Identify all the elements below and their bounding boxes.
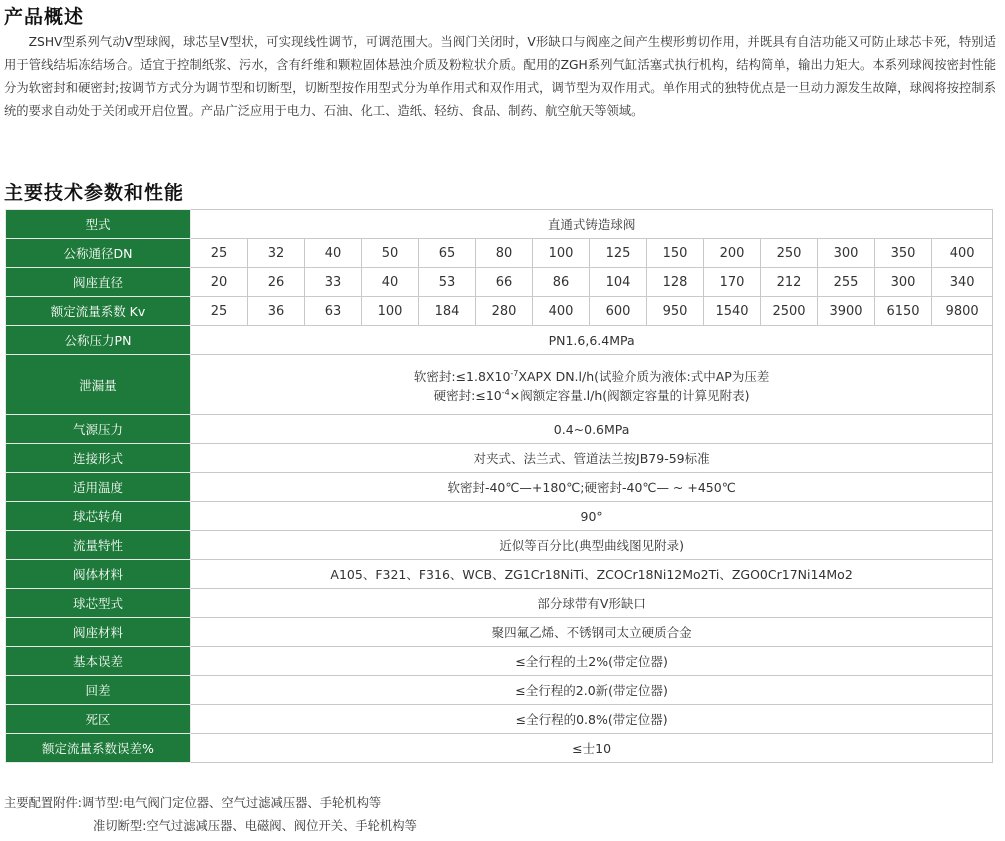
row-value: 90° <box>191 502 993 531</box>
table-cell: 100 <box>533 239 590 268</box>
table-cell: 6150 <box>875 297 932 326</box>
table-cell: 53 <box>419 268 476 297</box>
table-row <box>6 531 993 560</box>
row-kv <box>6 297 993 326</box>
table-cell: 2500 <box>761 297 818 326</box>
table-cell: 40 <box>305 239 362 268</box>
table-cell: 65 <box>419 239 476 268</box>
table-cell: 250 <box>761 239 818 268</box>
row-value: 对夹式、法兰式、管道法兰按JB79-59标准 <box>191 444 993 473</box>
table-cell: 184 <box>419 297 476 326</box>
row-value: 0.4~0.6MPa <box>191 415 993 444</box>
table-cell: 25 <box>191 297 248 326</box>
table-cell: 25 <box>191 239 248 268</box>
table-row <box>6 502 993 531</box>
table-cell: 32 <box>248 239 305 268</box>
table-cell: 300 <box>875 268 932 297</box>
table-cell: 212 <box>761 268 818 297</box>
row-label: 连接形式 <box>6 444 191 473</box>
row-label: 适用温度 <box>6 473 191 502</box>
overview-paragraph: ZSHV型系列气动V型球阀，球芯呈V型状，可实现线性调节，可调范围大。当阀门关闭时，V形缺口与阀座之间产生楔形剪切作用，并既具有自洁功能又可防止球芯卡死，特别适用于管线结垢冻结场合。适宜于控制纸浆、污水，含有纤维和颗粒固体悬浊介质及粉粒状介质。配用的ZGH系列气缸活塞式执行机构，结构简单，输出力矩大。本系列球阀按密封性能分为软密封和硬密封;按调节方式分为调节型和切断型，切断型按作用型式分为单作用式和双作用式，调节型为双作用式。单作用式的独特优点是一旦动力源发生故障，球阀将按控制系统的要求自动处于关闭或开启位置。产品广泛应用于电力、石油、化工、造纸、轻纺、食品、制药、航空航天等领域。 <box>4 35 996 118</box>
table-row <box>6 705 993 734</box>
row-label: 回差 <box>6 676 191 705</box>
row-seat-diameter <box>6 268 993 297</box>
row-value: 聚四氟乙烯、不锈钢司太立硬质合金 <box>191 618 993 647</box>
table-cell: 600 <box>590 297 647 326</box>
row-pn <box>6 326 993 355</box>
table-row <box>6 647 993 676</box>
table-row <box>6 618 993 647</box>
table-cell: 950 <box>647 297 704 326</box>
row-value: ≤全行程的土2%(带定位器) <box>191 647 993 676</box>
row-leakage <box>6 355 993 415</box>
table-cell: 100 <box>362 297 419 326</box>
table-cell: 400 <box>533 297 590 326</box>
table-cell: 340 <box>932 268 993 297</box>
row-label: 气源压力 <box>6 415 191 444</box>
table-cell: 350 <box>875 239 932 268</box>
table-row <box>6 444 993 473</box>
row-label: 球芯型式 <box>6 589 191 618</box>
table-cell: 300 <box>818 239 875 268</box>
table-cell: 400 <box>932 239 993 268</box>
row-value <box>191 355 993 415</box>
row-label: 公称通径DN <box>6 239 191 268</box>
table-cell: 9800 <box>932 297 993 326</box>
row-value: 部分球带有V形缺口 <box>191 589 993 618</box>
table-row <box>6 589 993 618</box>
row-value: 软密封-40℃—+180℃;硬密封-40℃— ~ +450℃ <box>191 473 993 502</box>
row-label: 基本误差 <box>6 647 191 676</box>
table-cell: 125 <box>590 239 647 268</box>
table-cell: 104 <box>590 268 647 297</box>
table-cell: 50 <box>362 239 419 268</box>
table-row <box>6 560 993 589</box>
table-cell: 36 <box>248 297 305 326</box>
table-cell: 63 <box>305 297 362 326</box>
row-value: A105、F321、F316、WCB、ZG1Cr18NiTi、ZCOCr18Ni12Mo2Ti、ZGO0Cr17Ni14Mo2 <box>191 560 993 589</box>
table-cell: 40 <box>362 268 419 297</box>
row-label: 额定流量系数 Kv <box>6 297 191 326</box>
row-label: 型式 <box>6 210 191 239</box>
table-cell: 86 <box>533 268 590 297</box>
table-cell: 128 <box>647 268 704 297</box>
row-dn <box>6 239 993 268</box>
row-value: PN1.6,6.4MPa <box>191 326 993 355</box>
row-label: 阀体材料 <box>6 560 191 589</box>
table-cell: 170 <box>704 268 761 297</box>
row-value: 直通式铸造球阀 <box>191 210 993 239</box>
leakage-hard: 硬密封$:\le 10^{-4}\times$阀额定容量.l/h(阀额定容量的计算见附表) <box>433 387 750 403</box>
table-row <box>6 415 993 444</box>
table-cell: 80 <box>476 239 533 268</box>
accessories-line-1: 主要配置附件:调节型:电气阀门定位器、空气过滤减压器、手轮机构等 <box>4 796 382 810</box>
row-value: ≤士10 <box>191 734 993 763</box>
row-label: 流量特性 <box>6 531 191 560</box>
row-label: 阀座直径 <box>6 268 191 297</box>
row-label: 死区 <box>6 705 191 734</box>
overview-title: 产品概述 <box>4 6 85 28</box>
table-cell: 66 <box>476 268 533 297</box>
table-cell: 280 <box>476 297 533 326</box>
row-label: 球芯转角 <box>6 502 191 531</box>
spec-table <box>5 209 993 763</box>
specs-title: 主要技术参数和性能 <box>4 182 185 204</box>
row-model <box>6 210 993 239</box>
table-row <box>6 734 993 763</box>
row-value: ≤全行程的0.8%(带定位器) <box>191 705 993 734</box>
row-label: 公称压力PN <box>6 326 191 355</box>
table-row <box>6 676 993 705</box>
row-value: 近似等百分比(典型曲线图见附录) <box>191 531 993 560</box>
table-cell: 3900 <box>818 297 875 326</box>
row-label: 额定流量系数误差% <box>6 734 191 763</box>
table-cell: 20 <box>191 268 248 297</box>
table-row <box>6 473 993 502</box>
leakage-soft: 软密封$:\le 1.8X10^{-7}XAPX$ DN.l/h(试验介质为液体:式中AP为压差 <box>413 368 770 384</box>
table-cell: 26 <box>248 268 305 297</box>
row-label: 泄漏量 <box>6 355 191 415</box>
row-label: 阀座材料 <box>6 618 191 647</box>
table-cell: 1540 <box>704 297 761 326</box>
table-cell: 255 <box>818 268 875 297</box>
table-cell: 33 <box>305 268 362 297</box>
table-cell: 150 <box>647 239 704 268</box>
row-value: ≤全行程的2.0新(带定位器) <box>191 676 993 705</box>
accessories-line-2: 准切断型:空气过滤减压器、电磁阀、阀位开关、手轮机构等 <box>93 819 417 833</box>
table-cell: 200 <box>704 239 761 268</box>
